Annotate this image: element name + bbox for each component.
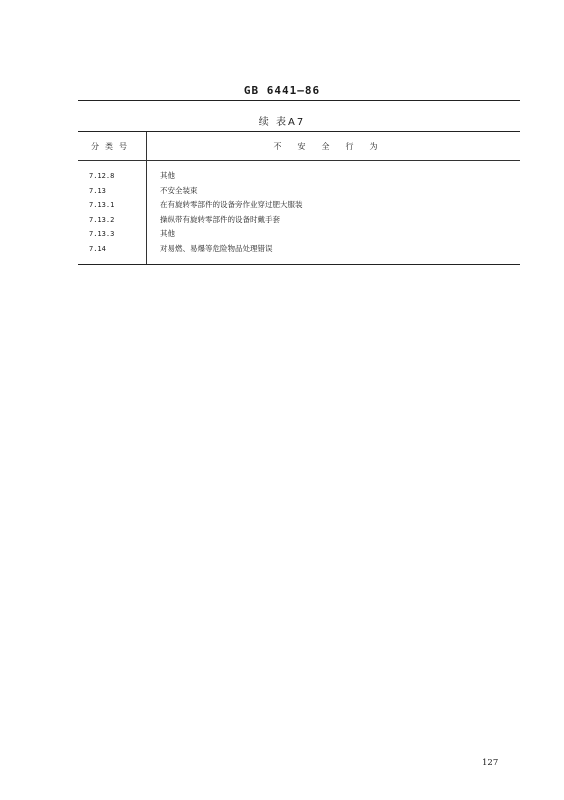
row-code: 7.13.1 <box>89 201 115 209</box>
table-body <box>78 161 520 265</box>
document-header-title: GB 6441—86 <box>243 84 321 97</box>
row-description: 其他 <box>160 229 175 238</box>
row-code: 7.13.3 <box>89 230 115 238</box>
row-description: 操纵带有旋转零部件的设备时戴手套 <box>160 214 280 224</box>
row-code: 7.13 <box>89 186 106 195</box>
row-description: 不安全装束 <box>160 185 198 195</box>
behavior-table <box>78 131 520 265</box>
description-column <box>146 161 520 264</box>
header-code: 分类号 <box>91 141 133 151</box>
row-code: 7.14 <box>89 244 106 253</box>
row-description: 在有旋转零部件的设备旁作业穿过肥大服装 <box>160 200 303 209</box>
header-description-cell <box>146 132 520 160</box>
page-number: 127 <box>482 758 499 768</box>
row-description: 其他 <box>160 171 175 180</box>
code-column <box>78 161 146 264</box>
row-code: 7.13.2 <box>89 215 115 224</box>
table-header-row <box>78 132 520 161</box>
header-rule <box>78 100 520 101</box>
row-description: 对易燃、易爆等危险物品处理错误 <box>160 243 273 253</box>
header-description: 不安全行为 <box>273 141 394 151</box>
table-title: 续 表A7 <box>258 117 306 128</box>
row-code: 7.12.8 <box>89 172 115 180</box>
